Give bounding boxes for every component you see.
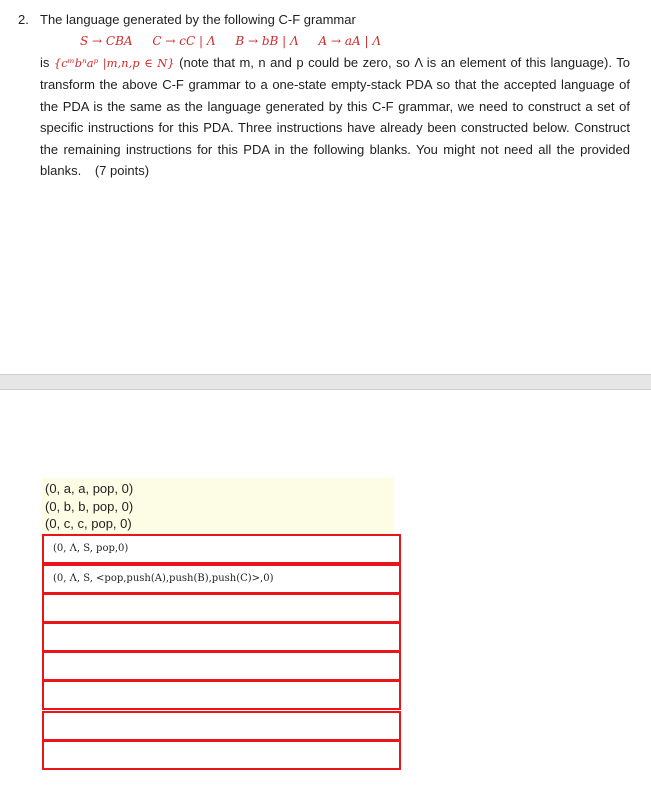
grammar-rules [80, 31, 630, 52]
language-set: {cᵐbⁿaᵖ |m,n,p ∈ N} [53, 55, 175, 70]
question-main-text: (note that m, n and p could be zero, so Λ is an element of this language). To transform the above C-F grammar to a one-state empty-stack PDA so that the accepted language of the PDA is the same as the language generated by this C-F grammar, we need to construct a set of specific instructions for this PDA. Three instructions have already been constructed below. Construct the remaining instructions for this PDA in the following blanks. You might not need all the provided blanks. [40, 54, 630, 178]
answer-blank-5[interactable] [42, 651, 401, 681]
grammar-rule-c: C → cC | Λ [152, 33, 216, 48]
question-number: 2. [18, 12, 29, 27]
grammar-rule-a: A → aA | Λ [318, 33, 382, 48]
grammar-rule-s: S → CBA [80, 33, 133, 48]
answer-blank-4[interactable] [42, 622, 401, 652]
given-instruction: (0, b, b, pop, 0) [45, 498, 134, 514]
question-intro: The language generated by the following C-F grammar [40, 12, 356, 27]
answer-blank-7[interactable] [42, 711, 401, 741]
section-divider [0, 374, 651, 390]
given-instruction: (0, c, c, pop, 0) [45, 516, 132, 531]
answer-blank-6[interactable] [42, 680, 401, 710]
given-instruction: (0, a, a, pop, 0) [45, 481, 134, 496]
answer-blank-1[interactable]: (0, Λ, S, pop,0) [42, 534, 401, 564]
answer-blank-3[interactable] [42, 593, 401, 623]
given-instructions [42, 478, 394, 534]
question-block [18, 9, 630, 182]
question-header [18, 9, 630, 31]
answer-blank-2[interactable]: (0, Λ, S, <pop,push(A),push(B),push(C)>,0) [42, 564, 401, 594]
grammar-rule-b: B → bB | Λ [235, 33, 299, 48]
points-label: (7 points) [94, 163, 150, 178]
answer-blank-8[interactable] [42, 740, 401, 770]
text-is: is [40, 54, 50, 70]
question-body [40, 52, 630, 182]
